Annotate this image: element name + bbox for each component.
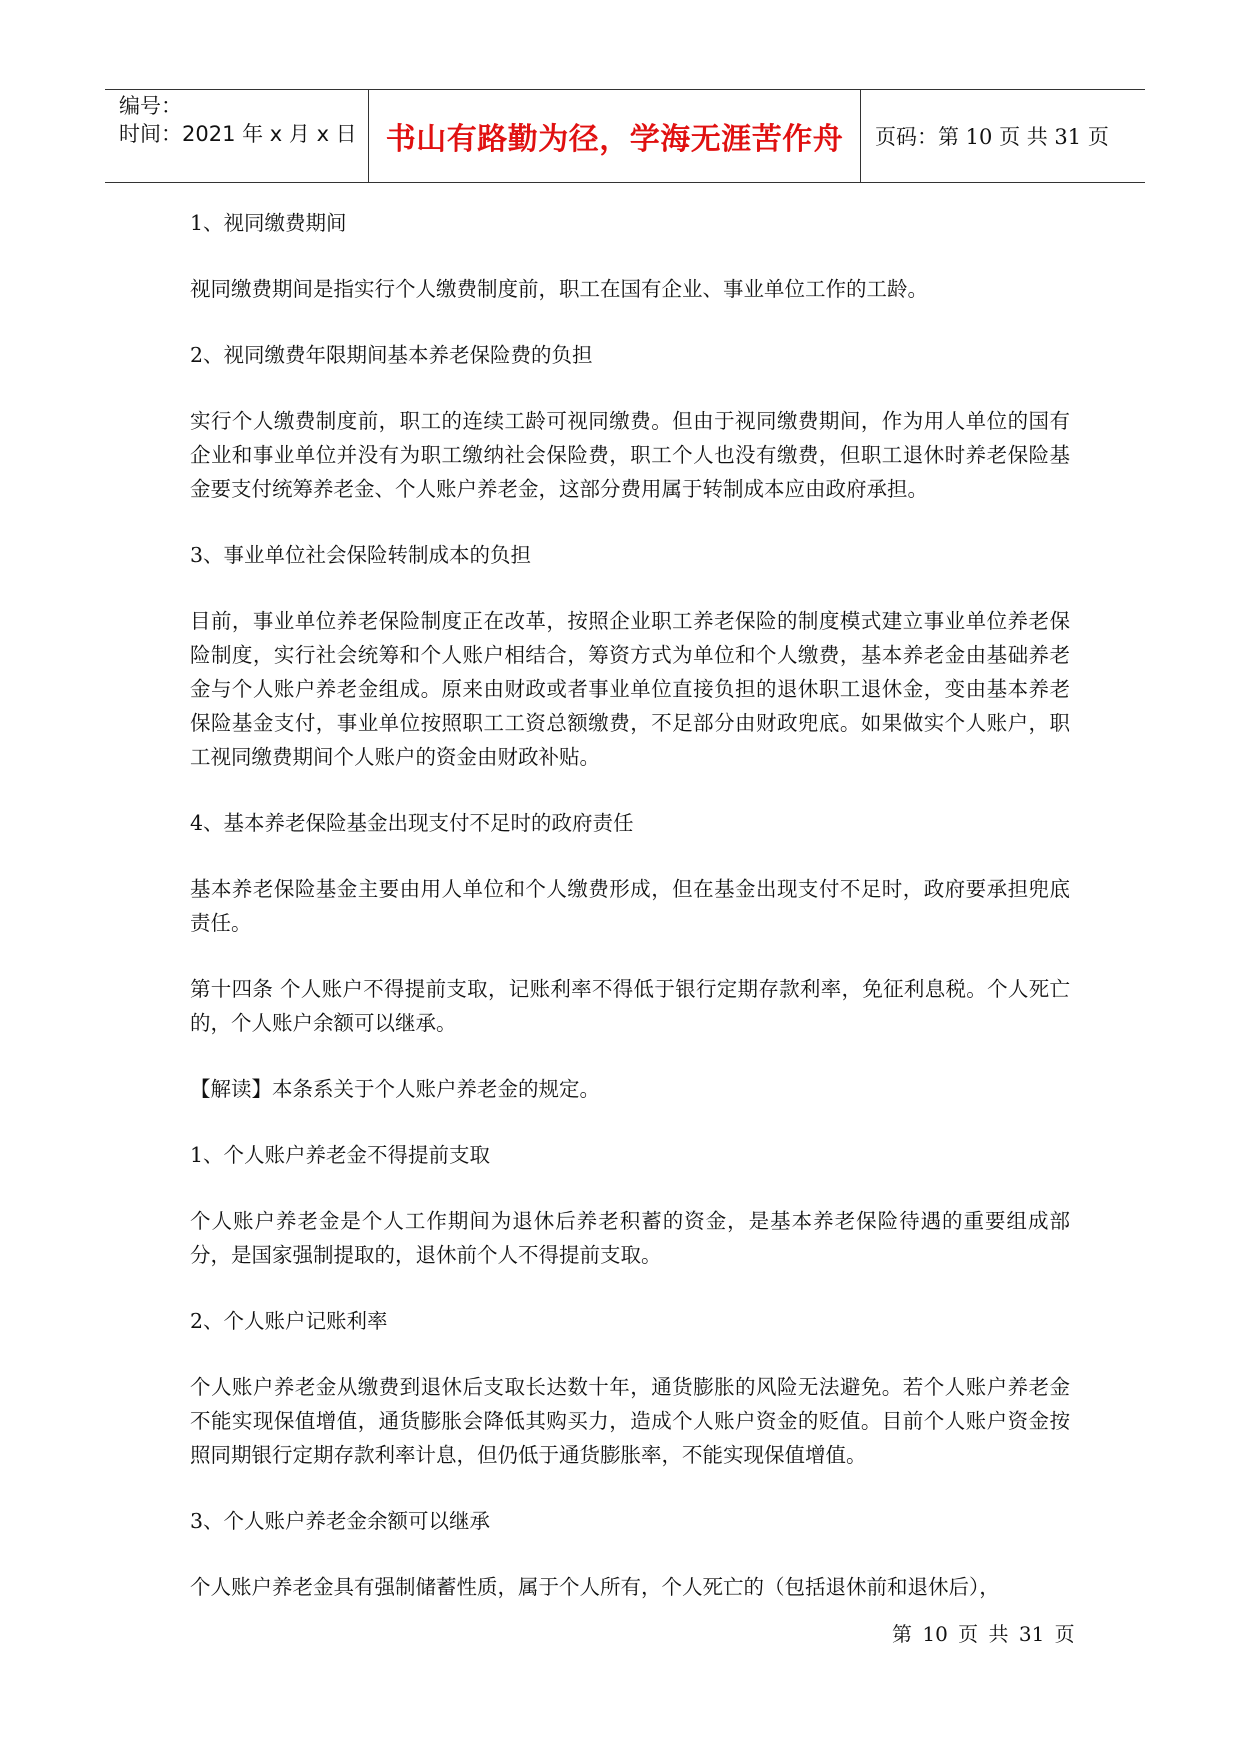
body-paragraph: 实行个人缴费制度前，职工的连续工龄可视同缴费。但由于视同缴费期间，作为用人单位的国有企业和事业单位并没有为职工缴纳社会保险费，职工个人也没有缴费，但职工退休时养老保险基金要支付统筹养老金、个人账户养老金，这部分费用属于转制成本应由政府承担。 xyxy=(190,409,1070,501)
body-paragraph: 视同缴费期间是指实行个人缴费制度前，职工在国有企业、事业单位工作的工龄。 xyxy=(190,277,928,301)
section-heading: 2、视同缴费年限期间基本养老保险费的负担 xyxy=(190,343,593,367)
header-divider xyxy=(860,90,861,182)
time-label: 时间：2021 年 x 月 x 日 xyxy=(119,122,357,146)
article-paragraph: 第十四条 个人账户不得提前支取，记账利率不得低于银行定期存款利率，免征利息税。个人死亡的，个人账户余额可以继承。 xyxy=(190,977,1070,1035)
header-meta xyxy=(119,90,369,182)
interpretation-paragraph: 【解读】本条系关于个人账户养老金的规定。 xyxy=(190,1077,600,1101)
serial-label: 编号： xyxy=(119,94,182,118)
header-motto: 书山有路勤为径，学海无涯苦作舟 xyxy=(385,122,844,157)
document-body xyxy=(190,206,1070,1636)
body-paragraph: 个人账户养老金是个人工作期间为退休后养老积蓄的资金，是基本养老保险待遇的重要组成部分，是国家强制提取的，退休前个人不得提前支取。 xyxy=(190,1209,1070,1267)
header-page-number: 页码：第 10 页 共 31 页 xyxy=(875,125,1109,149)
section-heading: 3、事业单位社会保险转制成本的负担 xyxy=(190,543,532,567)
body-paragraph: 目前，事业单位养老保险制度正在改革，按照企业职工养老保险的制度模式建立事业单位养老保险制度，实行社会统筹和个人账户相结合，筹资方式为单位和个人缴费，基本养老金由基础养老金与个人账户养老金组成。原来由财政或者事业单位直接负担的退休职工退休金，变由基本养老保险基金支付，事业单位按照职工工资总额缴费，不足部分由财政兜底。如果做实个人账户，职工视同缴费期间个人账户的资金由财政补贴。 xyxy=(190,609,1070,769)
section-heading: 2、个人账户记账利率 xyxy=(190,1309,388,1333)
body-paragraph: 基本养老保险基金主要由用人单位和个人缴费形成，但在基金出现支付不足时，政府要承担兜底责任。 xyxy=(190,877,1070,935)
section-heading: 3、个人账户养老金余额可以继承 xyxy=(190,1509,491,1533)
section-heading: 4、基本养老保险基金出现支付不足时的政府责任 xyxy=(190,811,634,835)
footer-page-number: 第 10 页 共 31 页 xyxy=(892,1622,1075,1646)
page-header xyxy=(105,89,1145,183)
section-heading: 1、个人账户养老金不得提前支取 xyxy=(190,1143,491,1167)
body-paragraph: 个人账户养老金具有强制储蓄性质，属于个人所有，个人死亡的（包括退休前和退休后）， xyxy=(190,1575,1000,1599)
section-heading: 1、视同缴费期间 xyxy=(190,211,347,235)
body-paragraph: 个人账户养老金从缴费到退休后支取长达数十年，通货膨胀的风险无法避免。若个人账户养老金不能实现保值增值，通货膨胀会降低其购买力，造成个人账户资金的贬值。目前个人账户资金按照同期银行定期存款利率计息，但仍低于通货膨胀率，不能实现保值增值。 xyxy=(190,1375,1070,1467)
